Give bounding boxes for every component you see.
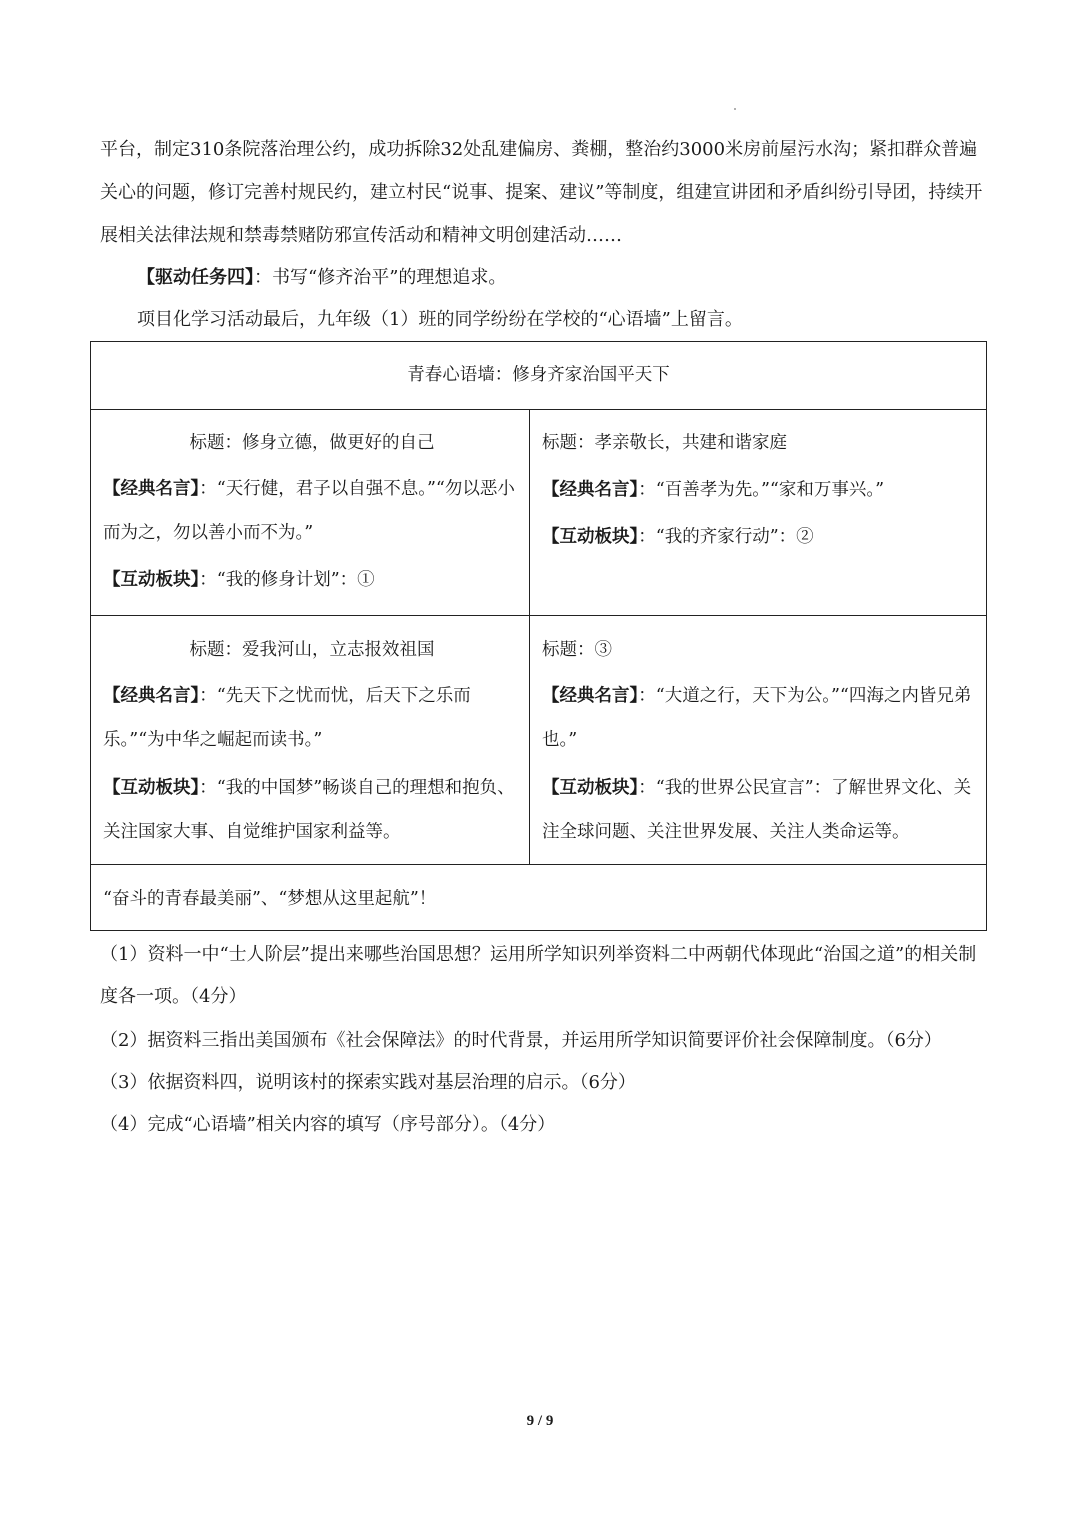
wall-cell	[103, 627, 521, 854]
heart-wall-table	[90, 341, 987, 931]
cell-title: 标题：③	[542, 640, 612, 660]
interact-text: ：“我的修身计划”：①	[199, 570, 375, 590]
table-divider	[91, 864, 986, 865]
speck-mark	[734, 108, 736, 110]
wall-cell	[542, 627, 978, 854]
interact-label: 【互动板块】	[103, 570, 200, 590]
wall-cell	[103, 420, 521, 604]
table-divider	[529, 409, 530, 864]
quote-label: 【经典名言】	[542, 686, 639, 706]
question-4: （4）完成“心语墙”相关内容的填写（序号部分）。（4分）	[100, 1114, 556, 1135]
interact-label: 【互动板块】	[103, 778, 200, 798]
table-divider	[91, 409, 986, 410]
cell-interact	[542, 766, 978, 854]
top-paragraph: 平台，制定310条院落治理公约，成功拆除32处乱建偏房、粪棚，整治约3000米房前屋污水沟；紧扣群众普遍关心的问题，修订完善村规民约，建立村民“说事、提案、建议”等制度，组建宣讲团和矛盾纠纷引导团，持续开展相关法律法规和禁毒禁赌防邪宣传活动和精神文明创建活动……	[100, 139, 983, 246]
cell-interact	[542, 514, 978, 561]
interact-text: ：“我的齐家行动”：②	[638, 527, 814, 547]
quote-text: ：“先天下之忧而忧，后天下之乐而乐。”“为中华之崛起而读书。”	[103, 686, 471, 750]
page-number: 9 / 9	[526, 1413, 554, 1429]
interact-label: 【互动板块】	[542, 527, 639, 547]
cell-quote	[103, 467, 521, 555]
question-1: （1）资料一中“士人阶层”提出来哪些治国思想？运用所学知识列举资料二中两朝代体现此“治国之道”的相关制度各一项。（4分）	[100, 944, 977, 1007]
question-2: （2）据资料三指出美国颁布《社会保障法》的时代背景，并运用所学知识简要评价社会保障制度。（6分）	[100, 1030, 942, 1051]
cell-title: 标题：孝亲敬长，共建和谐家庭	[542, 433, 787, 453]
wall-title: 青春心语墙：修身齐家治国平天下	[407, 365, 670, 385]
intro-line: 项目化学习活动最后，九年级（1）班的同学纷纷在学校的“心语墙”上留言。	[137, 309, 743, 330]
task4-label: 【驱动任务四】	[137, 267, 254, 288]
task4-text: ：书写“修齐治平”的理想追求。	[254, 267, 507, 288]
cell-title: 标题：爱我河山，立志报效祖国	[189, 640, 435, 660]
wall-cell	[542, 420, 978, 561]
quote-text: ：“天行健，君子以自强不息。”“勿以恶小而为之，勿以善小而不为。”	[103, 479, 515, 543]
cell-quote	[542, 674, 978, 762]
quote-label: 【经典名言】	[542, 480, 639, 500]
cell-title: 标题：修身立德，做更好的自己	[189, 433, 435, 453]
table-divider	[91, 615, 986, 616]
interact-text: ：“我的中国梦”畅谈自己的理想和抱负、关注国家大事、自觉维护国家利益等。	[103, 778, 515, 842]
quote-text: ：“大道之行，天下为公。”“四海之内皆兄弟也。”	[542, 686, 972, 750]
task4-line	[137, 263, 506, 293]
cell-quote	[542, 467, 978, 514]
cell-quote	[103, 674, 521, 762]
wall-footer: “奋斗的青春最美丽”、“梦想从这里起航”！	[103, 889, 437, 909]
interact-label: 【互动板块】	[542, 778, 639, 798]
interact-text: ：“我的世界公民宣言”：了解世界文化、关注全球问题、关注世界发展、关注人类命运等。	[542, 778, 972, 842]
quote-label: 【经典名言】	[103, 479, 200, 499]
cell-interact	[103, 557, 521, 604]
cell-interact	[103, 766, 521, 854]
quote-label: 【经典名言】	[103, 686, 200, 706]
question-3: （3）依据资料四，说明该村的探索实践对基层治理的启示。（6分）	[100, 1072, 636, 1093]
quote-text: ：“百善孝为先。”“家和万事兴。”	[638, 480, 885, 500]
